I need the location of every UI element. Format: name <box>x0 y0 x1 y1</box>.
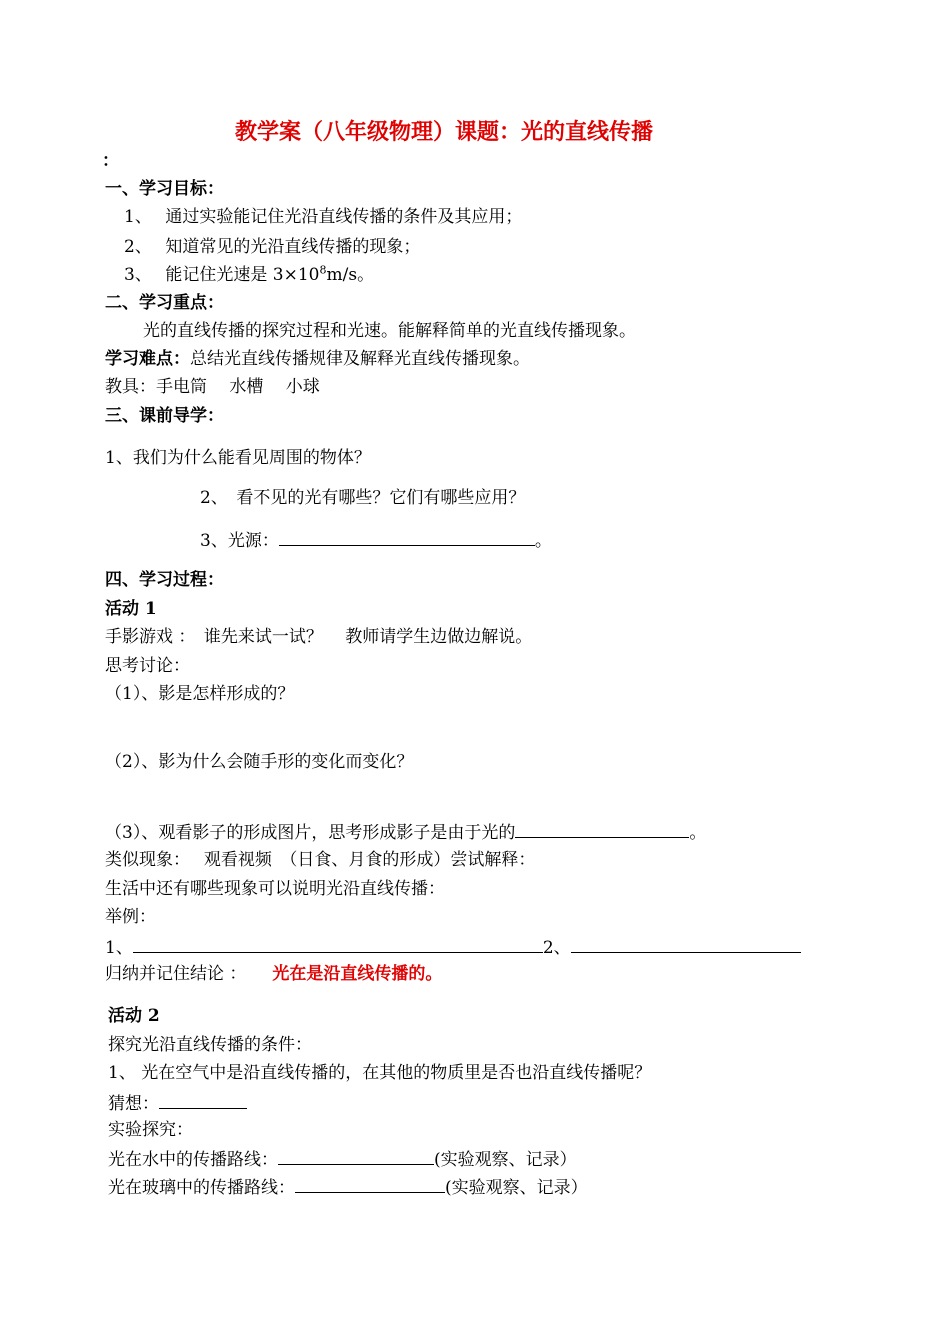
activity-text: 类似现象： 观看视频 （日食、月食的形成）尝试解释： <box>105 850 536 870</box>
activity-text: 探究光沿直线传播的条件： <box>108 1035 312 1055</box>
answer-blank[interactable] <box>133 935 543 953</box>
section-heading-objectives: 一、学习目标： <box>105 179 224 199</box>
objective-number: 2、 <box>124 237 152 257</box>
guess-label: 猜想： <box>108 1094 159 1114</box>
question-text: 3、光源： <box>200 531 279 551</box>
stray-colon: ： <box>102 151 119 171</box>
answer-blank[interactable] <box>571 935 801 953</box>
activity-heading: 活动 2 <box>108 1006 160 1026</box>
objective-text: 能记住光速是 3×10 <box>165 265 320 285</box>
objective-text: 通过实验能记住光沿直线传播的条件及其应用； <box>165 207 523 227</box>
activity-heading: 活动 1 <box>105 599 157 619</box>
keypoint-text: 光的直线传播的探究过程和光速。能解释简单的光直线传播现象。 <box>143 321 636 341</box>
answer-blank[interactable] <box>159 1091 247 1109</box>
record-note: (实验观察、记录） <box>434 1150 577 1170</box>
conclusion-text: 光在是沿直线传播的。 <box>272 964 443 984</box>
difficulty-line <box>105 348 530 370</box>
path-label: 光在玻璃中的传播路线： <box>108 1178 295 1198</box>
page-title: 教学案（八年级物理）课题：光的直线传播 <box>235 119 654 145</box>
discussion-question <box>105 820 706 844</box>
conclusion-label: 归纳并记住结论 ： <box>105 964 247 984</box>
objective-text: 知道常见的光沿直线传播的现象； <box>165 237 421 257</box>
answer-blank[interactable] <box>515 820 689 838</box>
tools-line: 教具：手电筒 水槽 小球 <box>105 377 320 397</box>
activity-text: 思考讨论： <box>105 656 190 676</box>
preview-question: 1、我们为什么能看见周围的物体？ <box>105 448 371 468</box>
conclusion-line <box>105 963 442 985</box>
example-line <box>105 935 801 959</box>
question-text: （3）、观看影子的形成图片，思考形成影子是由于光的 <box>105 823 516 843</box>
objective-item <box>124 264 374 286</box>
preview-question-light-source <box>200 528 552 552</box>
objective-unit: m/s。 <box>326 265 375 285</box>
preview-question: 2、 看不见的光有哪些？它们有哪些应用？ <box>200 488 526 508</box>
difficulty-text: 总结光直线传播规律及解释光直线传播现象。 <box>190 349 530 369</box>
activity-text: 实验探究： <box>108 1120 193 1140</box>
section-heading-process: 四、学习过程： <box>105 570 224 590</box>
punctuation: 。 <box>689 823 707 843</box>
activity-question: 1、 光在空气中是沿直线传播的，在其他的物质里是否也沿直线传播呢？ <box>108 1063 652 1083</box>
discussion-question: （1）、影是怎样形成的？ <box>105 684 295 704</box>
answer-blank[interactable] <box>279 528 535 546</box>
activity-text: 手影游戏 ： 谁先来试一试？ 教师请学生边做边解说。 <box>105 627 533 647</box>
record-note: (实验观察、记录） <box>445 1178 588 1198</box>
objective-number: 3、 <box>124 265 152 285</box>
exponent: 8 <box>319 263 327 277</box>
objective-item <box>124 206 522 228</box>
example-number: 2、 <box>542 938 571 958</box>
discussion-question: （2）、影为什么会随手形的变化而变化？ <box>105 752 414 772</box>
objective-number: 1、 <box>124 207 152 227</box>
path-label: 光在水中的传播路线： <box>108 1150 278 1170</box>
punctuation: 。 <box>534 531 552 551</box>
guess-line <box>108 1091 247 1115</box>
activity-text: 举例： <box>105 907 156 927</box>
objective-item <box>124 236 420 258</box>
example-number: 1、 <box>105 938 133 958</box>
answer-blank[interactable] <box>278 1147 434 1165</box>
glass-path-line <box>108 1175 588 1199</box>
difficulty-label: 学习难点： <box>105 349 190 369</box>
section-heading-keypoints: 二、学习重点： <box>105 293 224 313</box>
water-path-line <box>108 1147 577 1171</box>
answer-blank[interactable] <box>295 1175 445 1193</box>
section-heading-preview: 三、课前导学： <box>105 406 224 426</box>
activity-text: 生活中还有哪些现象可以说明光沿直线传播： <box>105 879 445 899</box>
